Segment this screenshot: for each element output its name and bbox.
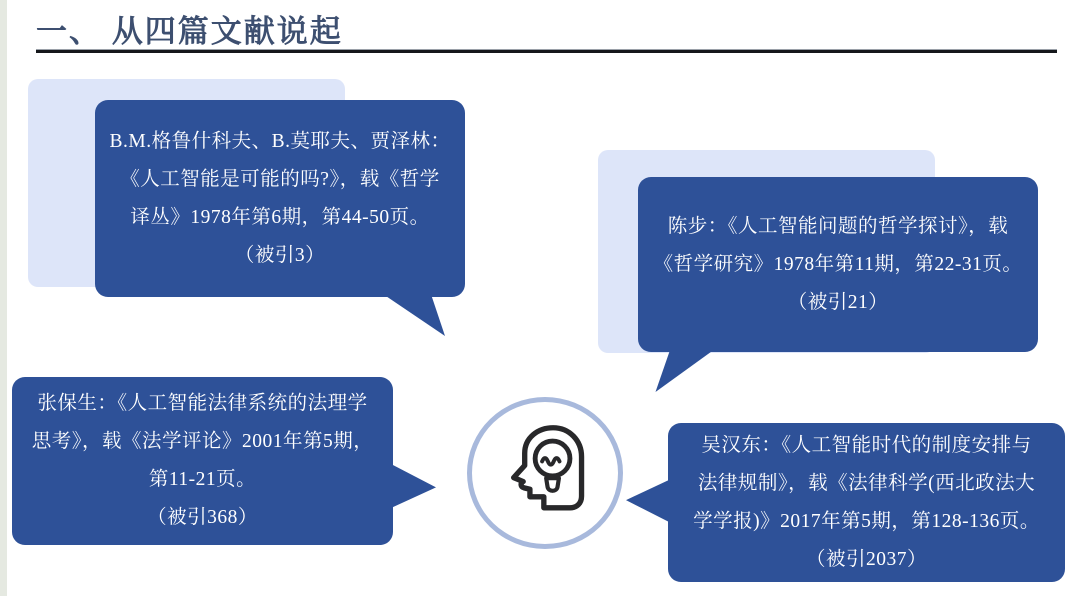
idea-circle — [467, 397, 623, 549]
citation-line: 张保生：《人工智能法律系统的法理学 — [37, 393, 368, 414]
citation-count: （被引3） — [234, 244, 326, 266]
bubble-tail-right — [391, 464, 436, 508]
citation-line: 第11-21页。 — [148, 469, 257, 490]
citation-line: 《哲学研究》1978年第11期，第22-31页。 — [653, 253, 1023, 275]
citation-bubble-zhangbaosheng — [12, 377, 393, 545]
citation-count: （被引21） — [787, 291, 889, 313]
slide-title: 一、 从四篇文献说起 — [36, 14, 343, 49]
citation-line: 陈步：《人工智能问题的哲学探讨》，载 — [667, 215, 1009, 237]
citation-line: B.M.格鲁什科夫、B.莫耶夫、贾泽林： — [109, 130, 451, 152]
bubble-tail-down-right — [381, 294, 445, 336]
left-edge-strip — [0, 0, 7, 596]
bubble-tail-down-left — [653, 349, 715, 392]
citation-line: 译丛》1978年第6期，第44-50页。 — [130, 206, 430, 228]
citation-line: 思考》，载《法学评论》2001年第5期， — [31, 431, 374, 452]
citation-line: 学学报)》2017年第5期，第128-136页。 — [693, 510, 1040, 532]
head-lightbulb-icon — [487, 415, 603, 531]
citation-line: 吴汉东：《人工智能时代的制度安排与 — [701, 434, 1032, 456]
citation-bubble-wuhandong — [668, 423, 1065, 582]
citation-count: （被引368） — [147, 507, 258, 528]
citation-bubble-grushkov — [95, 100, 465, 297]
title-underline — [36, 49, 1057, 53]
bubble-tail-left — [626, 479, 671, 523]
citation-count: （被引2037） — [805, 548, 927, 570]
citation-line: 法律规制》，载《法律科学(西北政法大 — [697, 472, 1036, 494]
citation-bubble-chenbu — [638, 177, 1038, 352]
citation-line: 《人工智能是可能的吗?》，载《哲学 — [120, 168, 440, 190]
